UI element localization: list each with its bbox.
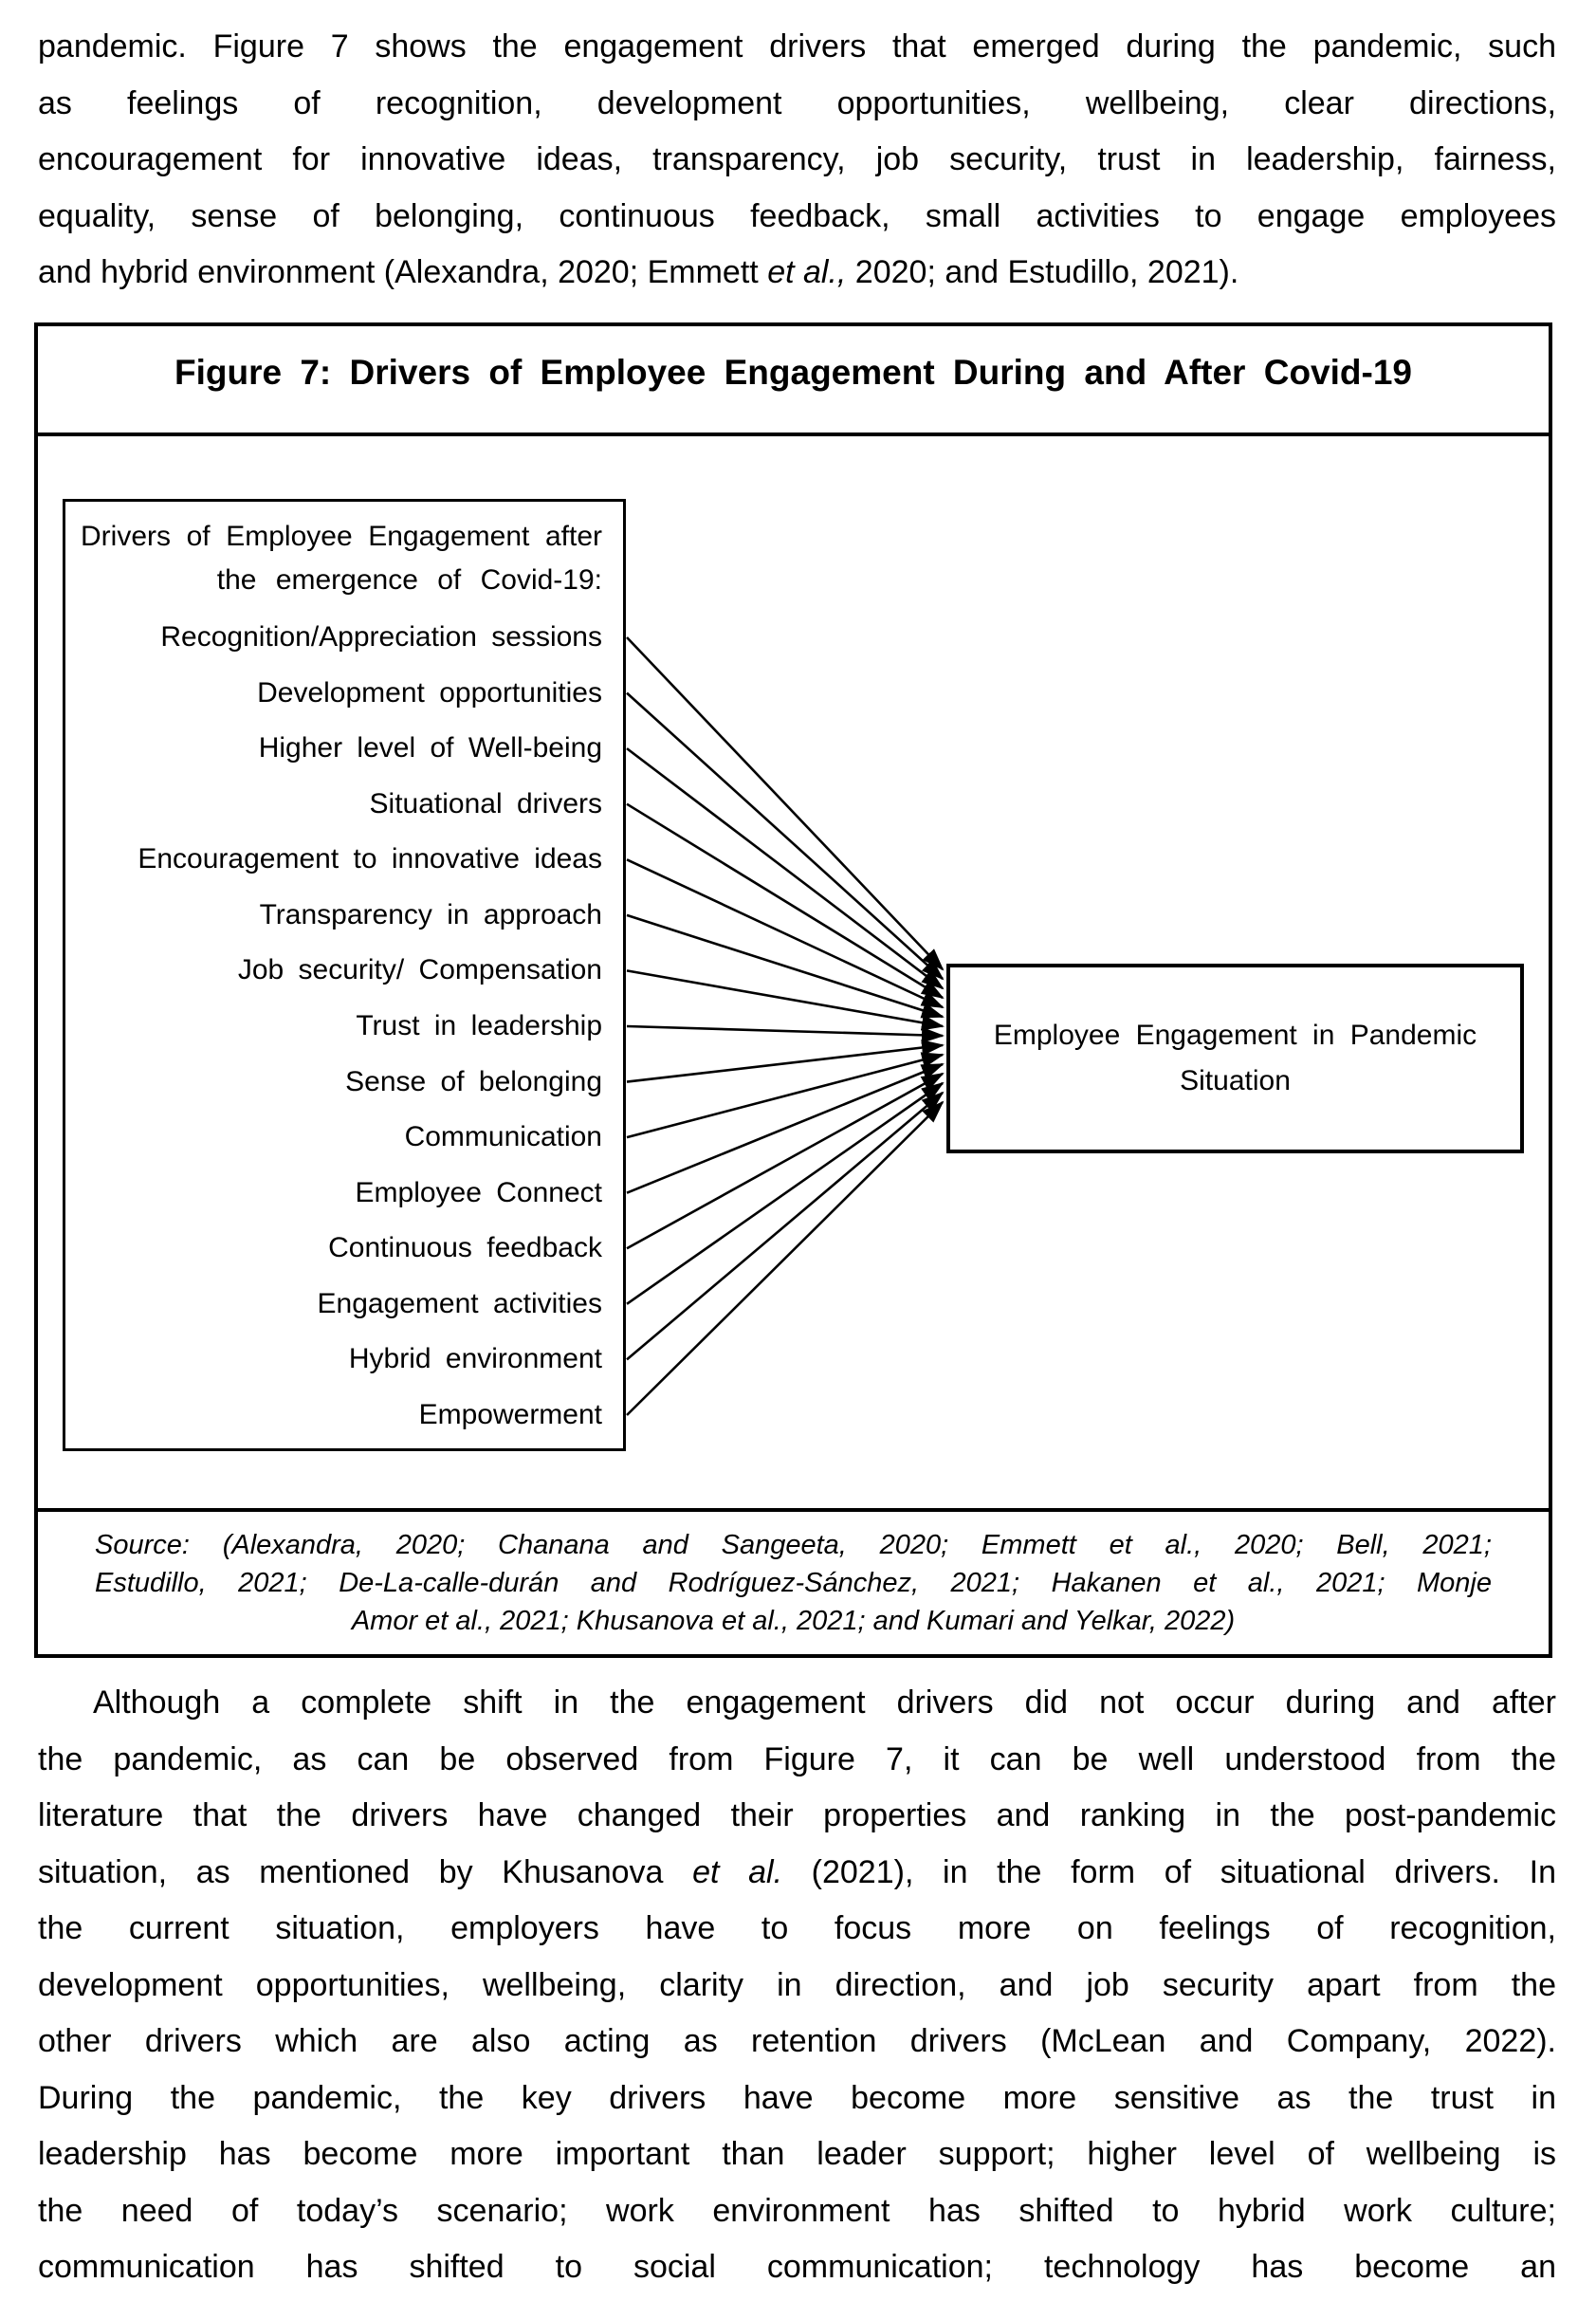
text-segment: (2021), in the form of situational drivers. In (782, 1853, 1556, 1890)
discussion-paragraph (38, 1675, 1556, 2296)
paragraph-line (38, 132, 1556, 189)
text-segment: Source: (Alexandra, 2020; Chanana and Sangeeta, 2020; Emmett et al., 2020; Bell, 2021; (95, 1530, 1492, 1560)
engagement-label-line: Situation (1180, 1065, 1291, 1096)
driver-item: Trust in leadership (356, 1009, 602, 1041)
paragraph-line (38, 2183, 1556, 2240)
text-segment: other drivers which are also acting as retention drivers (McLean and Company, 2022). (38, 2023, 1556, 2059)
driver-item: Engagement activities (317, 1287, 602, 1319)
text-segment: encouragement for innovative ideas, transparency, job security, trust in leadership, fairness, (38, 141, 1556, 177)
text-segment: development opportunities, wellbeing, clarity in direction, and job security apart from the (38, 1966, 1556, 2003)
paragraph-line (38, 1958, 1556, 2015)
source-line (95, 1602, 1492, 1640)
text-segment: the pandemic, as can be observed from Figure 7, it can be well understood from the (38, 1740, 1556, 1777)
engagement-label-line: Employee Engagement in Pandemic (993, 1020, 1477, 1051)
driver-item: Transparency in approach (259, 898, 602, 930)
text-segment: situation, as mentioned by Khusanova (38, 1853, 693, 1890)
text-segment: and hybrid environment (Alexandra, 2020; Emmett (38, 254, 768, 290)
figure-source (38, 1508, 1549, 1654)
paragraph-line (38, 19, 1556, 76)
paragraph-line (38, 2126, 1556, 2183)
driver-arrow (627, 748, 943, 988)
paragraph-line (38, 1788, 1556, 1845)
source-line (95, 1526, 1492, 1564)
driver-arrow (627, 1064, 943, 1193)
text-segment: the current situation, employers have to focus more on feelings of recognition, (38, 1910, 1556, 1946)
text-segment: Amor et al., 2021; Khusanova (351, 1606, 722, 1636)
paragraph-line (38, 2239, 1556, 2296)
drivers-header-line: Drivers of Employee Engagement after (81, 521, 602, 552)
paragraph-line (38, 1845, 1556, 1902)
text-segment: the need of today’s scenario; work environment has shifted to hybrid work culture; (38, 2192, 1556, 2229)
text-segment: as feelings of recognition, development opportunities, wellbeing, clear directions, (38, 84, 1556, 121)
text-segment: 2020; and Estudillo, 2021). (846, 254, 1239, 290)
driver-item: Continuous feedback (328, 1232, 602, 1264)
text-segment: literature that the drivers have changed their properties and ranking in the post-pandemic (38, 1797, 1556, 1833)
driver-arrow (627, 859, 943, 1007)
text-segment: , 2021; and Kumari and Yelkar, 2022) (780, 1606, 1236, 1636)
driver-item: Recognition/Appreciation sessions (160, 621, 602, 653)
driver-item: Sense of belonging (345, 1065, 602, 1097)
figure-7-frame (34, 322, 1552, 1658)
driver-arrow (627, 637, 943, 969)
driver-arrow (627, 1093, 943, 1359)
driver-arrow (627, 693, 943, 979)
text-segment: leadership has become more important than leader support; higher level of wellbeing is (38, 2136, 1556, 2172)
driver-item: Job security/ Compensation (237, 954, 602, 986)
paragraph-line (38, 76, 1556, 133)
driver-item: Employee Connect (355, 1176, 602, 1208)
driver-arrow (627, 1102, 943, 1415)
driver-arrow (627, 1083, 943, 1304)
driver-arrow (627, 1026, 943, 1036)
driver-item: Hybrid environment (348, 1343, 602, 1375)
figure-title: Figure 7: Drivers of Employee Engagement During and After Covid-19 (38, 326, 1549, 436)
driver-item: Situational drivers (369, 787, 602, 819)
driver-arrow (627, 1055, 943, 1137)
driver-arrow (627, 1045, 943, 1082)
driver-item: Development opportunities (257, 676, 602, 709)
text-segment: Estudillo, 2021; De-La-calle-durán and Rodríguez-Sánchez, 2021; Hakanen et al., 2021; Monje (95, 1568, 1492, 1598)
text-segment: During the pandemic, the key drivers have become more sensitive as the trust in (38, 2079, 1556, 2116)
source-line (95, 1564, 1492, 1602)
text-segment: et al. (692, 1853, 783, 1890)
drivers-header-line: the emergence of Covid-19: (216, 564, 602, 596)
intro-paragraph (38, 19, 1556, 302)
paragraph-line (38, 1675, 1556, 1732)
driver-item: Higher level of Well-being (258, 732, 602, 764)
driver-item: Empowerment (418, 1398, 602, 1430)
driver-arrow (627, 1074, 943, 1248)
driver-arrow (627, 915, 943, 1017)
text-segment: equality, sense of belonging, continuous feedback, small activities to engage employees (38, 197, 1556, 234)
driver-item: Encouragement to innovative ideas (138, 843, 602, 875)
engagement-box (946, 964, 1524, 1153)
paragraph-line (38, 189, 1556, 246)
paragraph-line (38, 1732, 1556, 1789)
paragraph-line (38, 2014, 1556, 2071)
paragraph-line (38, 1901, 1556, 1958)
paragraph-line (38, 245, 1556, 302)
drivers-box (63, 499, 626, 1451)
paragraph-line (38, 2071, 1556, 2127)
driver-arrow (627, 804, 943, 998)
text-segment: et al. (721, 1606, 781, 1636)
text-segment: pandemic. Figure 7 shows the engagement drivers that emerged during the pandemic, such (38, 28, 1556, 64)
driver-arrow (627, 970, 943, 1026)
text-segment: et al., (767, 254, 847, 290)
driver-item: Communication (404, 1121, 602, 1153)
text-segment: communication has shifted to social communication; technology has become an (38, 2249, 1556, 2285)
text-segment: Although a complete shift in the engagement drivers did not occur during and after (93, 1684, 1556, 1721)
